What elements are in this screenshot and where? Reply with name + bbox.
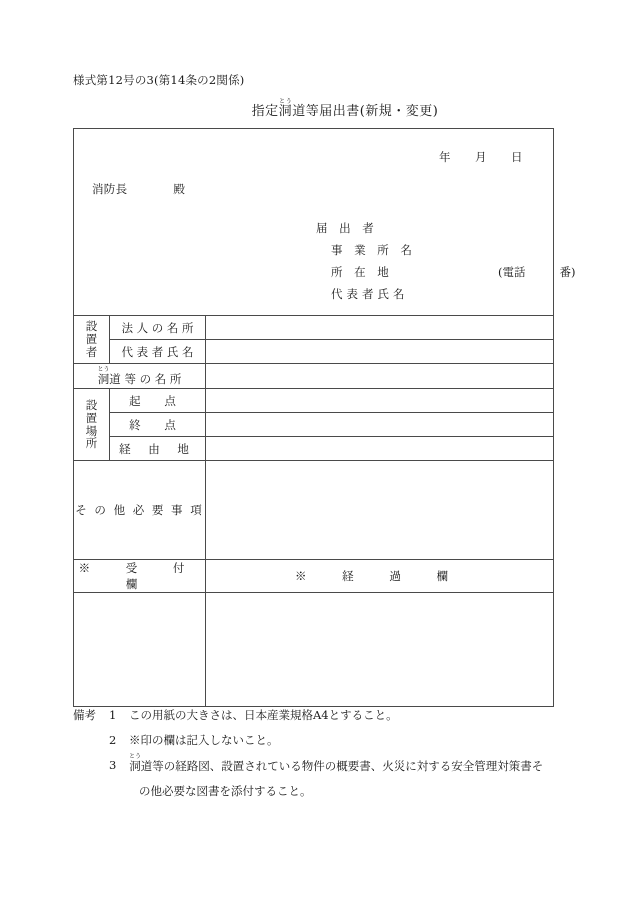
representative-label: 代表者氏名 xyxy=(331,287,409,301)
tunnel-ruby-base: 洞 xyxy=(97,371,110,386)
address-row xyxy=(316,261,576,283)
location-char-4: 所 xyxy=(85,436,98,451)
table-row xyxy=(74,364,554,389)
phone-field xyxy=(498,261,576,283)
note-3-ruby-text: とう xyxy=(129,753,142,760)
note-text-2: ※印の欄は記入しないこと。 xyxy=(129,733,279,747)
notification-form-table xyxy=(73,128,576,707)
via-point-label: 経 由 地 xyxy=(110,437,206,461)
addressee-honorific: 殿 xyxy=(173,182,186,196)
table-row xyxy=(74,129,554,316)
notes-section xyxy=(73,703,573,804)
end-point-label: 終 点 xyxy=(110,413,206,437)
date-line xyxy=(427,149,535,165)
title-prefix: 指定 xyxy=(251,104,279,119)
date-year-label: 年 xyxy=(439,150,452,164)
representative-row xyxy=(316,283,416,305)
note-item-3 xyxy=(73,753,573,779)
tunnel-name-value[interactable] xyxy=(206,364,554,389)
title-ruby-base: 洞 xyxy=(278,104,293,119)
addressee-label: 消防長 xyxy=(92,182,128,196)
end-point-value[interactable] xyxy=(206,413,554,437)
installer-char-2: 置 xyxy=(85,332,98,347)
address-label: 所 在 地 xyxy=(331,265,393,279)
note-number-1: 1 xyxy=(109,708,117,722)
via-point-value[interactable] xyxy=(206,437,554,461)
table-row xyxy=(74,389,554,413)
installer-char-3: 者 xyxy=(85,344,98,359)
table-row xyxy=(74,593,554,707)
corporate-name-value[interactable] xyxy=(206,316,554,340)
representative-name-value[interactable] xyxy=(206,340,554,364)
submitter-label: 届 出 者 xyxy=(316,221,378,235)
note-number-3: 3 xyxy=(109,758,117,772)
table-row xyxy=(74,340,554,364)
tunnel-name-rest: 道 等 の 名 所 xyxy=(109,371,182,386)
note-3-ruby-base: 洞 xyxy=(129,759,141,773)
note-3-ruby xyxy=(129,753,142,773)
page-title xyxy=(0,98,630,119)
table-row xyxy=(74,413,554,437)
office-name-label: 事 業 所 名 xyxy=(331,243,416,257)
note-text-1: この用紙の大きさは、日本産業規格A4とすること。 xyxy=(129,708,398,722)
date-month-label: 月 xyxy=(475,150,488,164)
location-vertical-label xyxy=(74,389,110,461)
table-row xyxy=(74,437,554,461)
table-row xyxy=(74,461,554,560)
tunnel-ruby-text: とう xyxy=(97,365,110,373)
submitter-label-row xyxy=(316,217,416,239)
date-day-label: 日 xyxy=(511,150,524,164)
other-matters-value[interactable] xyxy=(206,461,554,560)
tunnel-name-label xyxy=(74,364,206,389)
notes-heading: 備考 xyxy=(73,708,96,722)
note-item-3-continuation: の他必要な図書を添付すること。 xyxy=(139,784,312,798)
installer-vertical-label xyxy=(74,316,110,364)
submitter-block xyxy=(316,217,576,305)
tunnel-name-ruby xyxy=(97,365,110,386)
title-ruby xyxy=(278,98,293,119)
receipt-column-label: ※ 受 付 欄 xyxy=(74,560,206,593)
table-row xyxy=(74,560,554,593)
representative-name-label: 代 表 者 氏 名 xyxy=(110,340,206,364)
location-char-3: 場 xyxy=(85,423,98,438)
phone-open-label: (電話 xyxy=(498,265,526,279)
title-ruby-text: とう xyxy=(278,98,293,105)
progress-column-label: ※ 経 過 欄 xyxy=(206,560,554,593)
note-text-3: 道等の経路図、設置されている物件の概要書、火災に対する安全管理対策書そ xyxy=(140,759,544,773)
receipt-column-value[interactable] xyxy=(74,593,206,707)
location-char-2: 置 xyxy=(85,410,98,425)
table-row xyxy=(74,316,554,340)
form-number: 様式第12号の3(第14条の2関係) xyxy=(73,73,245,87)
office-name-row xyxy=(316,239,416,261)
note-item-1 xyxy=(73,703,573,728)
submitter-header-cell xyxy=(74,129,576,316)
installer-char-1: 設 xyxy=(85,319,98,334)
start-point-value[interactable] xyxy=(206,389,554,413)
corporate-name-label: 法 人 の 名 所 xyxy=(110,316,206,340)
phone-close-label: 番) xyxy=(559,265,576,279)
progress-column-value[interactable] xyxy=(206,593,554,707)
location-char-1: 設 xyxy=(85,397,98,412)
note-number-2: 2 xyxy=(109,733,117,747)
addressee-line xyxy=(92,181,185,197)
start-point-label: 起 点 xyxy=(110,389,206,413)
other-matters-label: そ の 他 必 要 事 項 xyxy=(74,461,206,560)
note-item-2 xyxy=(73,728,573,753)
title-suffix: 道等届出書(新規・変更) xyxy=(292,104,439,119)
